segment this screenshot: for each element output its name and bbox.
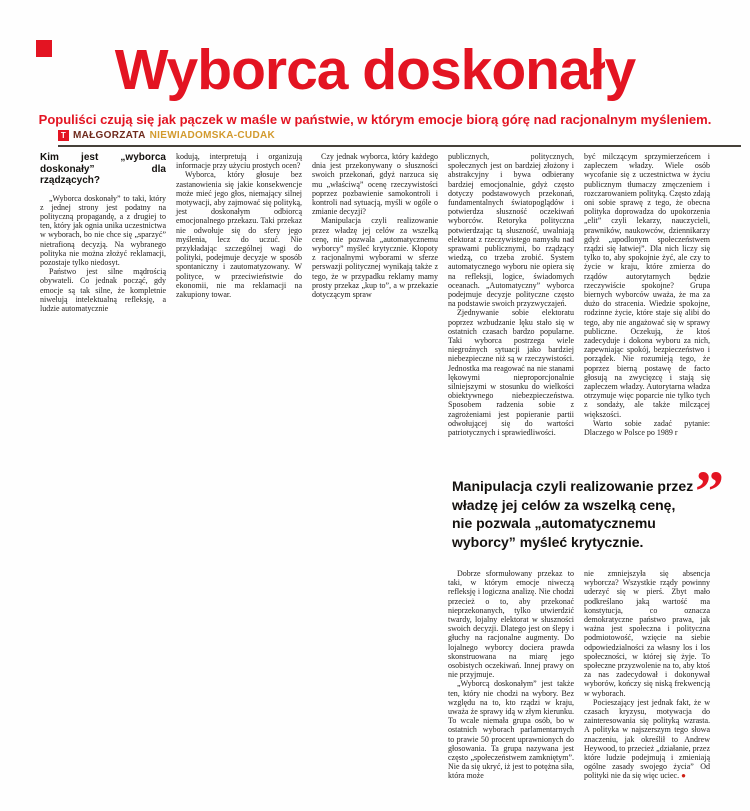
section-heading: Kim jest „wyborca doskonały” dla rządzących? (40, 152, 166, 186)
pull-quote (452, 459, 748, 551)
paragraph: kodują, interpretują i organizują informacje przy użyciu prostych ocen? (176, 152, 302, 171)
body-column-5 (584, 152, 710, 437)
paragraph: publicznych, politycznych, społecznych jest on bardziej złożony i abstrakcyjny i bywa odbierany bardziej emocjonalnie, gdyż często dotyczy podstawowych przekonań, fundamentalnych światopoglądów i potwierdza słuszność oczekiwań wyborców. Retoryka polityczna potwierdzając tą słuszność, uwalniają elektorat z rzeczywistego namysłu nad sprawami publicznymi, bo rządzący wiedzą, co trzeba zrobić. System automatycznego wyboru nie opiera się na refleksji, logice, świadomych oceanach. „Automatyczny” wyborca podejmuje decyzje polityczne często na podstawie swoich przyzwyczajeń. (448, 152, 574, 309)
byline-first-name: MAŁGORZATA (73, 130, 146, 141)
body-column-2 (176, 152, 302, 437)
paragraph: nie zmniejszyła się absencja wyborcza? Wszystkie rządy powinny uderzyć się w pierś. Zbyt mało podkreślano jaką wartość ma konstytucja, co oznacza demokratyczne państwo prawa, jak ważna jest społeczna i polityczna podmiotowość, wzięcie na siebie odpowiedzialności za własny los i los społeczności, w której się żyje. To społeczne przyzwolenie na to, aby ktoś za nas zadecydował i dokonywał wyborów, kończy się niską frekwencją w wyborach. (584, 569, 710, 698)
paragraph: Wyborca, który głosuje bez zastanowienia się jakie konsekwencje może mieć jego głos, niemający silnej motywacji, aby zajmować się polityką, jest doskonałym odbiorcą emocjonalnego przekazu. Taki przekaz nie odwołuje się do sfery jego myślenia, lecz do uczuć. Nie przykładając szczególnej wagi do polityki, podejmuje decyzje w sposób spontaniczny i zautomatyzowany. W polityce, w przeciwieństwie do ekonomii, nie ma reklamacji na zakupiony towar. (176, 170, 302, 300)
paragraph: Warto sobie zadać pytanie: Dlaczego w Polsce po 1989 r (584, 418, 710, 438)
body-column-4 (448, 152, 574, 437)
end-mark-icon: ● (681, 771, 686, 781)
paragraph: Czy jednak wyborca, który każdego dnia jest przekonywany o słuszności swoich przekonań, gdyż narzuca się mu „właściwą” ocenę rzeczywistości poprzez pozbawienie samokontroli i kontroli nad sytuacją, myśli w ogóle o zmianie decyzji? (312, 152, 438, 217)
article-lede: Populiści czują się jak pączek w maśle w państwie, w którym emocje biorą górę nad racjonalnym myśleniem. (38, 112, 712, 127)
pull-quote-text: Manipulacja czyli realizowanie przez władzę jej celów za wszelką cenę, nie pozwala „automatycznemu wyborcy” myśleć krytycznie. (452, 478, 694, 550)
bottom-column-1 (448, 569, 574, 781)
byline-last-name: NIEWIADOMSKA-CUDAK (149, 130, 276, 141)
closing-paragraph (584, 698, 710, 781)
paragraph: Dobrze sformułowany przekaz to taki, w którym emocje niweczą refleksję i logiczna analizę. Nie chodzi przecież o to, aby przekonać nieprzekonanych, tylko utwierdzić twardy, lojalny elektorat w słuszności swoich decyzji. Dlatego jest on ślepy i głuchy na racjonalne augmenty. Do lojalnego wyborcy dociera prawda skonstruowana na miarę jego osobistych oczekiwań. Innej prawy on nie przyjmuje. (448, 569, 574, 680)
paragraph: „Wyborcą doskonałym” jest także ten, który nie chodzi na wybory. Bez względu na to, kto rządzi w kraju, uważa że sprawy idą w złym kierunku. To wcale niemała grupa osób, bo w ostatnich wyborach parlamentarnych to prawie 50 procent uprawnionych do głosowania. Ta grupa nazywana jest często „społeczeństwem zamkniętym”. Nie da się ukryć, iż jest to potężna siła, która może (448, 679, 574, 781)
article-title: Wyborca doskonały (114, 38, 636, 102)
publisher-logo-icon: T (58, 130, 69, 141)
quote-mark-icon: ” (695, 459, 724, 524)
article-bottom-columns (448, 569, 710, 781)
byline-bar (58, 130, 741, 147)
body-column-1 (40, 152, 166, 437)
body-column-3 (312, 152, 438, 437)
paragraph: Państwo jest silne mądrością obywateli. Co jednak począć, gdy emocje są tak silne, że kompletnie niwelują intelektualną refleksję, a ludzie automatycznie (40, 267, 166, 313)
paragraph: Zjednywanie sobie elektoratu poprzez wzbudzanie lęku stało się w ostatnich czasach bardzo popularne. Taki wyborca postrzega wiele niegroźnych sytuacji jako bardziej niebezpieczne niż są w rzeczywistości. Jednostka ma reagować na nie stanami lękowymi nieproporcjonalnie silniejszymi w stosunku do wielkości obiektywnego niebezpieczeństwa. Sposobem radzenia sobie z zagrożeniami jest popieranie partii odwołującej się do wartości patriotycznych i sprawiedliwości. (448, 308, 574, 438)
bottom-column-2 (584, 569, 710, 781)
paragraph: być milczącym sprzymierzeńcem i zapleczem władzy. Wiele osób wycofanie się z uczestnictwa w życiu publicznym tłumaczy zmęczeniem i rozczarowaniem polityką. Często zdają oni sobie sprawę z tego, że obecna polityka doprowadza do upokorzenia „elit” czyli lekarzy, nauczycieli, prawników, naukowców, dziennikarzy gdyż „upodlonym społeczeństwem rządzi się łatwiej”. Dla nich liczy się tylko to, aby spokojnie żyć, ale czy to życie w kraju, które zmierza do rządów autorytarnych będzie rzeczywiście spokojne? Grupa biernych wyborców uważa, że ma za dużo do stracenia. Wiedzie spokojne, rodzinne życie, które staje się alibi do tego, aby nie angażować się w sprawy publiczne. Oczekują, że ktoś zadecyduje i dokona wyboru za nich, zapewniając spokój, bezpieczeństwo i porządek. Nie rozumieją tego, że poprzez bierną postawę de facto głosują na zwycięzcę i stają się zapleczem władzy. Autorytarna władza otrzymuje więc poparcie nie tylko tych z sondaży, ale także milczącej większości. (584, 152, 710, 419)
paragraph: Manipulacja czyli realizowanie przez władzę jej celów za wszelką cenę, nie pozwala „automatycznemu wyborcy” myśleć krytycznie. Kłopoty z racjonalnymi wyborami w sferze perswazji politycznej wynikają także z tego, że w przypadku reklamy mamy prosty przekaz „kup to”, a w przekazie dotyczącym spraw (312, 216, 438, 300)
paragraph: „Wyborca doskonały” to taki, który z jednej strony jest podatny na polityczną propagandę, a z drugiej to ten, który jak ognia unika uczestnictwa w wyborach, bo nie chce się „sparzyć” nietrafioną decyzją. Na wybranego polityka nie można złożyć reklamacji, pozostaje tylko niedosyt. (40, 193, 166, 267)
paragraph-text: Pocieszający jest jednak fakt, że w czasach kryzysu, motywacja do zainteresowania się polityką wzrasta. A polityka w najszerszym tego słowa znaczeniu, jak określił to Andrew Heywood, to przecież „działanie, przez które ludzie podejmują i zmieniają ogólne zasady swojego życia” Od polityki nie da się więc uciec. (584, 697, 710, 781)
article-body-columns (40, 152, 712, 437)
